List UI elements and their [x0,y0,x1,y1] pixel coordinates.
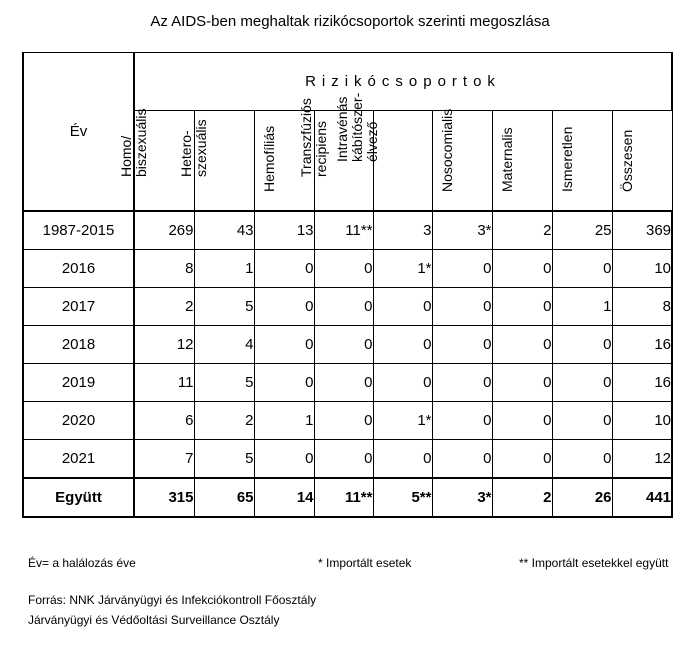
value-cell: 8 [612,288,672,326]
total-cell: 14 [254,478,314,517]
total-cell: 2 [492,478,552,517]
column-header: Nosocomialis [432,111,492,212]
value-cell: 11** [314,211,373,250]
column-header: Intravénás kábítószer- élvező [373,111,432,212]
note-with-imported: ** Importált esetekkel együtt [519,556,669,570]
column-header: Ismeretlen [552,111,612,212]
table-row [23,402,672,440]
value-cell: 0 [254,250,314,288]
value-cell: 0 [373,326,432,364]
value-cell: 1 [552,288,612,326]
year-cell: 2021 [23,440,134,479]
value-cell: 0 [254,326,314,364]
column-header: Hemofíliás [254,111,314,212]
table-row [23,288,672,326]
value-cell: 0 [492,326,552,364]
total-row [23,478,672,517]
value-cell: 0 [254,288,314,326]
value-cell: 0 [552,326,612,364]
value-cell: 1 [194,250,254,288]
group-header: Rizikócsoportok [134,53,672,111]
value-cell: 0 [432,250,492,288]
year-cell: 2016 [23,250,134,288]
value-cell: 2 [134,288,194,326]
value-cell: 7 [134,440,194,479]
column-header: Maternalis [492,111,552,212]
value-cell: 0 [552,440,612,479]
value-cell: 1 [254,402,314,440]
year-cell: 2018 [23,326,134,364]
value-cell: 10 [612,250,672,288]
total-label: Együtt [23,478,134,517]
value-cell: 3* [432,211,492,250]
value-cell: 0 [373,288,432,326]
total-cell: 315 [134,478,194,517]
value-cell: 0 [552,250,612,288]
value-cell: 0 [314,402,373,440]
column-header: Homo/ biszexuális [134,111,194,212]
year-cell: 2019 [23,364,134,402]
value-cell: 0 [314,364,373,402]
value-cell: 2 [194,402,254,440]
column-header: Hetero- szexuális [194,111,254,212]
value-cell: 16 [612,364,672,402]
value-cell: 10 [612,402,672,440]
value-cell: 0 [432,402,492,440]
note-imported: * Importált esetek [318,556,412,570]
row-header-year: Év [23,53,134,212]
value-cell: 6 [134,402,194,440]
value-cell: 0 [492,288,552,326]
year-cell: 2020 [23,402,134,440]
value-cell: 0 [314,288,373,326]
value-cell: 0 [254,364,314,402]
value-cell: 2 [492,211,552,250]
table-row [23,326,672,364]
value-cell: 0 [432,440,492,479]
value-cell: 0 [314,250,373,288]
source-line-2: Járványügyi és Védőoltási Surveillance Osztály [28,613,280,627]
value-cell: 269 [134,211,194,250]
total-cell: 441 [612,478,672,517]
value-cell: 0 [314,440,373,479]
source-line-1: Forrás: NNK Járványügyi és Infekciókontroll Főosztály [28,593,317,607]
total-cell: 26 [552,478,612,517]
value-cell: 0 [492,364,552,402]
value-cell: 0 [432,288,492,326]
risk-group-table [22,52,673,518]
value-cell: 0 [373,364,432,402]
value-cell: 8 [134,250,194,288]
column-header: Összesen [612,111,672,212]
column-header: Transzfúziós recipiens [314,111,373,212]
table-row [23,364,672,402]
value-cell: 12 [612,440,672,479]
table-row [23,250,672,288]
value-cell: 0 [432,364,492,402]
value-cell: 16 [612,326,672,364]
value-cell: 0 [492,402,552,440]
value-cell: 12 [134,326,194,364]
value-cell: 1* [373,250,432,288]
value-cell: 0 [254,440,314,479]
value-cell: 0 [552,402,612,440]
value-cell: 5 [194,364,254,402]
value-cell: 0 [314,326,373,364]
table-row [23,211,672,250]
value-cell: 43 [194,211,254,250]
value-cell: 1* [373,402,432,440]
year-cell: 1987-2015 [23,211,134,250]
note-year-definition: Év= a halálozás éve [28,556,136,570]
value-cell: 4 [194,326,254,364]
total-cell: 11** [314,478,373,517]
value-cell: 369 [612,211,672,250]
total-cell: 3* [432,478,492,517]
table-title: Az AIDS-ben meghaltak rizikócsoportok szerinti megoszlása [150,13,550,30]
value-cell: 5 [194,288,254,326]
total-cell: 5** [373,478,432,517]
value-cell: 0 [373,440,432,479]
value-cell: 3 [373,211,432,250]
value-cell: 11 [134,364,194,402]
value-cell: 0 [492,440,552,479]
value-cell: 25 [552,211,612,250]
table-row [23,440,672,479]
value-cell: 0 [492,250,552,288]
value-cell: 0 [432,326,492,364]
value-cell: 13 [254,211,314,250]
value-cell: 5 [194,440,254,479]
total-cell: 65 [194,478,254,517]
value-cell: 0 [552,364,612,402]
year-cell: 2017 [23,288,134,326]
